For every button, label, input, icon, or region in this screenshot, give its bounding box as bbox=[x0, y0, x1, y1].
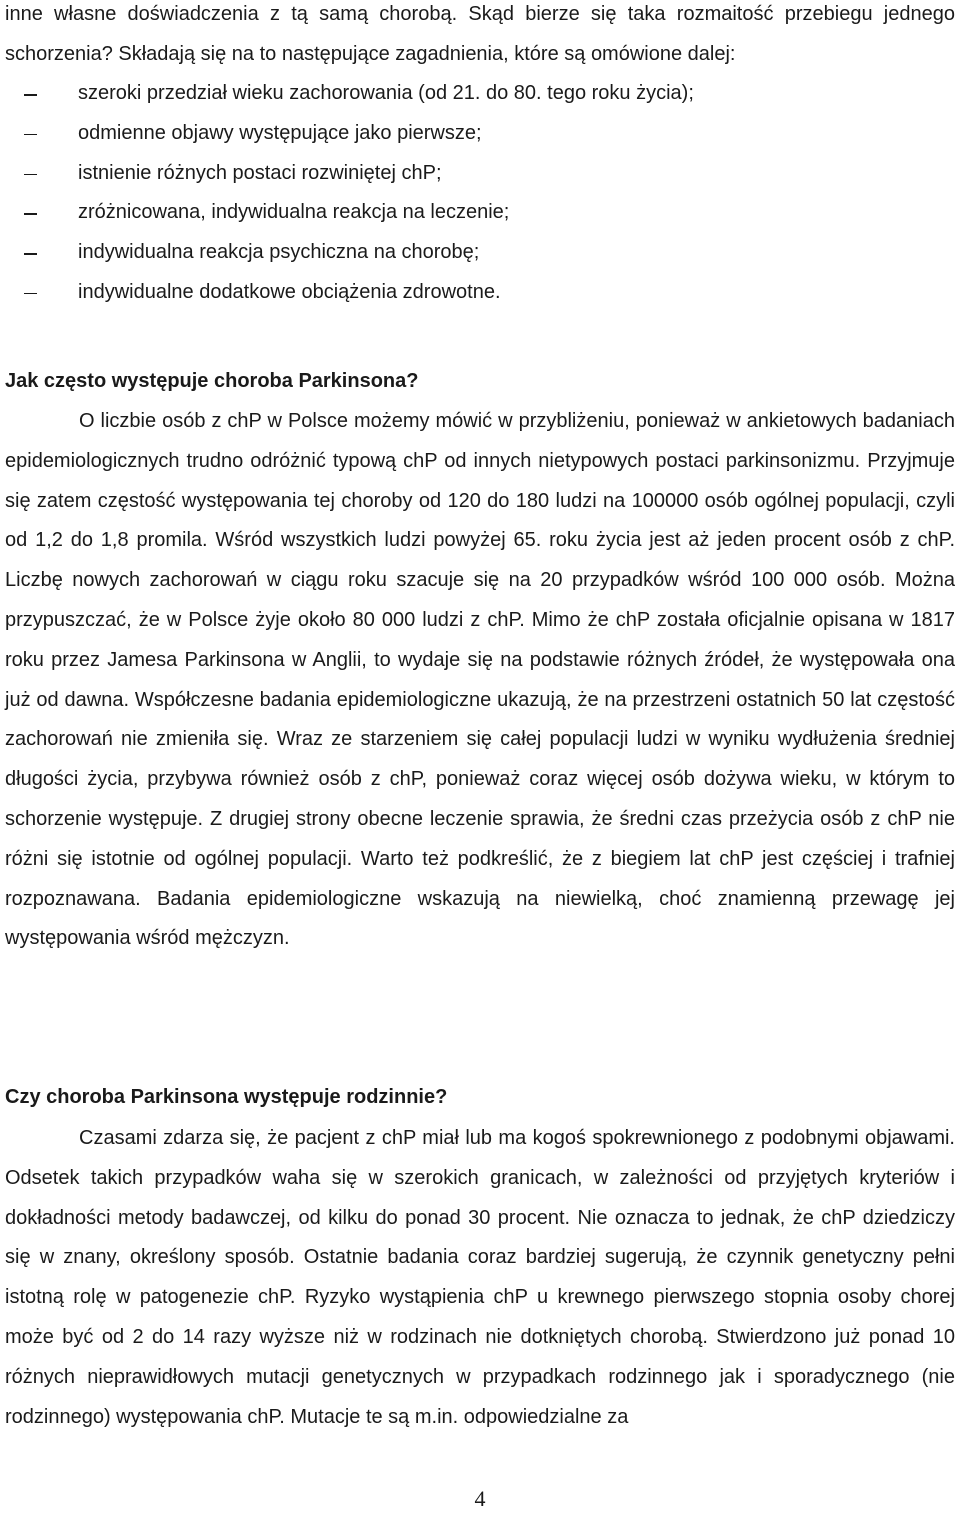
list-item: indywidualna reakcja psychiczna na chorobę; bbox=[0, 233, 960, 273]
dash-bullet-icon bbox=[24, 174, 37, 176]
heredity-paragraph bbox=[5, 1119, 955, 1437]
list-item: zróżnicowana, indywidualna reakcja na leczenie; bbox=[0, 193, 960, 233]
section-heading-frequency: Jak często występuje choroba Parkinsona? bbox=[5, 370, 419, 392]
dash-bullet-icon bbox=[24, 213, 37, 215]
factors-list bbox=[0, 74, 960, 313]
intro-text: inne własne doświadczenia z tą samą chorobą. Skąd bierze się taka rozmaitość przebiegu jednego schorzenia? Składają się na to następujące zagadnienia, które są omówione dalej: bbox=[5, 3, 955, 65]
list-item: odmienne objawy występujące jako pierwsze; bbox=[0, 114, 960, 154]
dash-bullet-icon bbox=[24, 94, 37, 96]
dash-bullet-icon bbox=[24, 134, 37, 136]
section-heading-heredity: Czy choroba Parkinsona występuje rodzinnie? bbox=[5, 1086, 448, 1108]
frequency-paragraph bbox=[5, 402, 955, 959]
dash-bullet-icon bbox=[24, 293, 37, 295]
intro-paragraph bbox=[5, 0, 955, 75]
heredity-text: Czasami zdarza się, że pacjent z chP miał lub ma kogoś spokrewnionego z podobnymi objawami. Odsetek takich przypadków waha się w szerokich granicach, w zależności od przyjętych kryteriów i dokładności metody badawczej, od kilku do ponad 30 procent. Nie oznacza to jednak, że chP dziedziczy się w znany, określony sposób. Ostatnie badania coraz bardziej sugerują, że czynnik genetyczny pełni istotną rolę w patogenezie chP. Ryzyko wystąpienia chP u krewnego pierwszego stopnia osoby chorej może być od 2 do 14 razy wyższe niż w rodzinach nie dotkniętych chorobą. Stwierdzono już ponad 10 różnych nieprawidłowych mutacji genetycznych w przypadkach rodzinnego jak i sporadycznego (nie rodzinnego) występowania chP. Mutacje te są m.in. odpowiedzialne za bbox=[5, 1127, 955, 1428]
list-item: indywidualne dodatkowe obciążenia zdrowotne. bbox=[0, 273, 960, 313]
list-item: istnienie różnych postaci rozwiniętej chP; bbox=[0, 154, 960, 194]
page-number: 4 bbox=[474, 1486, 486, 1511]
dash-bullet-icon bbox=[24, 253, 37, 255]
frequency-text: O liczbie osób z chP w Polsce możemy mówić w przybliżeniu, ponieważ w ankietowych badaniach epidemiologicznych trudno odróżnić typową chP od innych nietypowych postaci parkinsonizmu. Przyjmuje się zatem częstość występowania tej choroby od 120 do 180 ludzi na 100000 osób ogólnej populacji, czyli od 1,2 do 1,8 promila. Wśród wszystkich ludzi powyżej 65. roku życia jest aż jeden procent osób z chP. Liczbę nowych zachorowań w ciągu roku szacuje się na 20 przypadków wśród 100 000 osób. Można przypuszczać, że w Polsce żyje około 80 000 ludzi z chP. Mimo że chP została oficjalnie opisana w 1817 roku przez Jamesa Parkinsona w Anglii, to wydaje się na podstawie różnych źródeł, że występowała ona już od dawna. Współczesne badania epidemiologiczne ukazują, że na przestrzeni ostatnich 50 lat częstość zachorowań nie zmieniła się. Wraz ze starzeniem się całej populacji ludzi w wyniku wydłużenia średniej długości życia, przybywa również osób z chP, ponieważ coraz więcej osób dożywa wieku, w którym to schorzenie występuje. Z drugiej strony obecne leczenie sprawia, że średni czas przeżycia osób z chP nie różni się istotnie od ogólnej populacji. Warto też podkreślić, że z biegiem lat chP jest częściej i trafniej rozpoznawana. Badania epidemiologiczne wskazują na niewielką, choć znamienną przewagę jej występowania wśród mężczyzn. bbox=[5, 410, 955, 950]
list-item: szeroki przedział wieku zachorowania (od 21. do 80. tego roku życia); bbox=[0, 74, 960, 114]
